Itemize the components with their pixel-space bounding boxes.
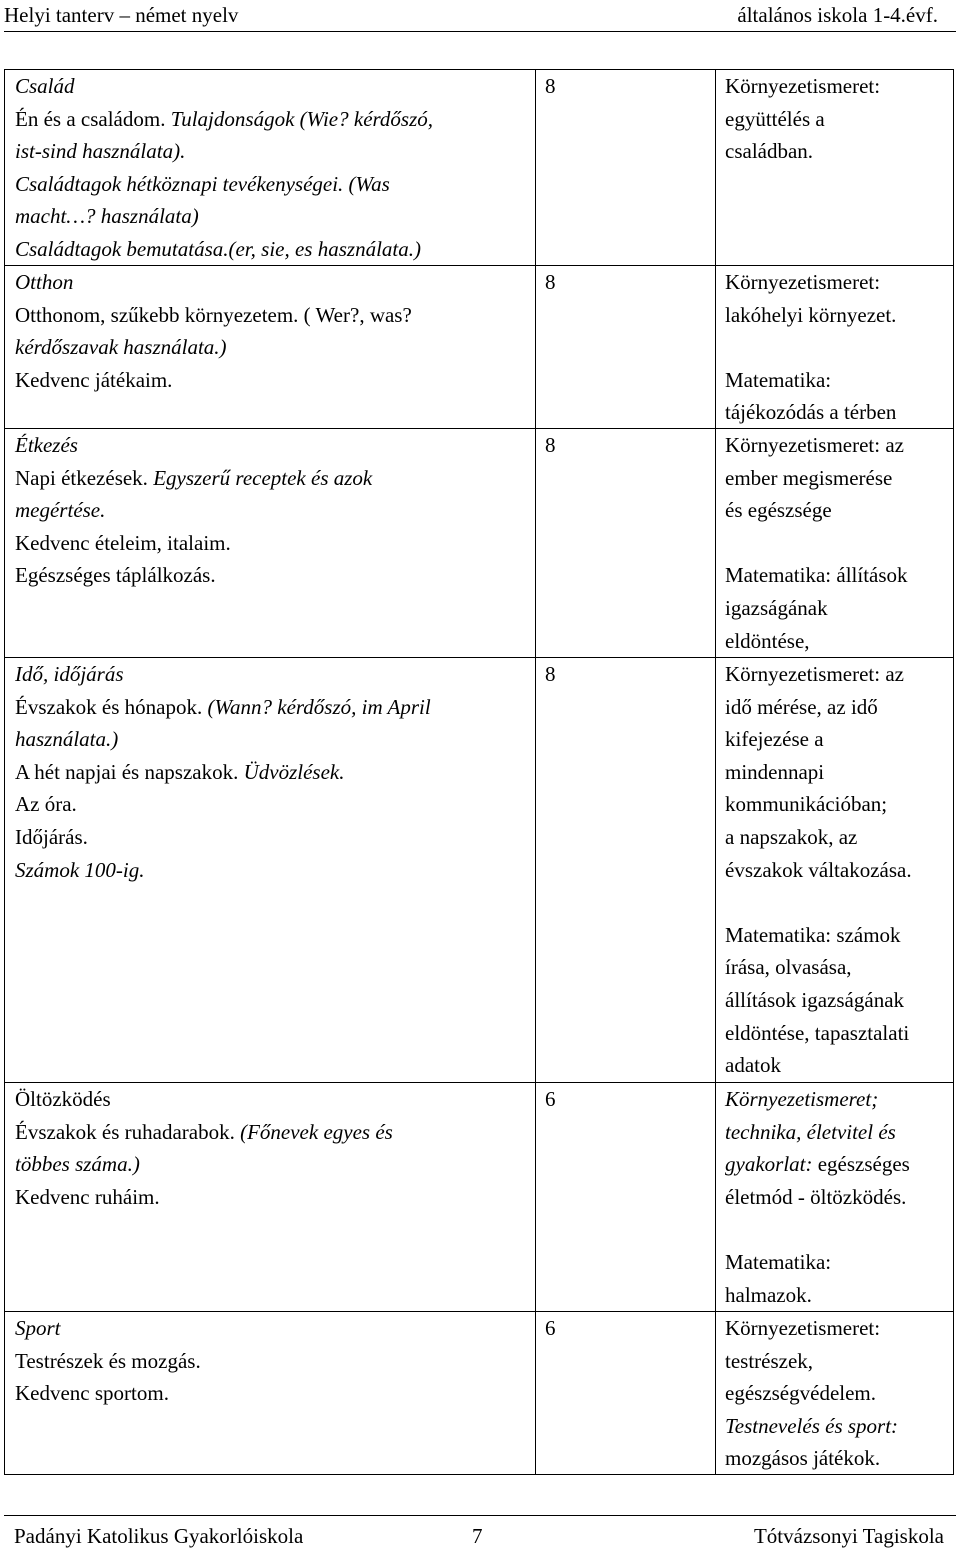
- link-line: életmód - öltözködés.: [725, 1184, 907, 1209]
- hours-cell: 8: [545, 270, 556, 294]
- link-line: mozgásos játékok.: [725, 1446, 881, 1471]
- topic-line: ist-sind használata).: [15, 139, 186, 164]
- link-subject: Testnevelés és sport:: [725, 1413, 899, 1438]
- link-subject: Környezetismeret:: [725, 270, 881, 294]
- topic-line: Évszakok és hónapok. (Wann? kérdőszó, im April: [15, 694, 431, 719]
- links-cell: [725, 1083, 910, 1311]
- link-subject: Környezetismeret;: [725, 1087, 879, 1111]
- link-line: kommunikációban;: [725, 792, 888, 817]
- links-cell: [725, 658, 912, 1082]
- link-line: gyakorlat: egészséges: [725, 1152, 910, 1177]
- link-spacer: [725, 1213, 910, 1246]
- link-spacer: [725, 331, 896, 364]
- curriculum-table: [4, 69, 954, 1475]
- topic-line: A hét napjai és napszakok. Üdvözlések.: [15, 759, 345, 784]
- topic-line: kérdőszavak használata.): [15, 335, 227, 360]
- topic-cell: [15, 658, 431, 886]
- topic-title: Öltözködés: [15, 1087, 111, 1111]
- topic-cell: [15, 70, 433, 266]
- topic-line: Napi étkezések. Egyszerű receptek és azok: [15, 465, 373, 490]
- topic-title: Idő, időjárás: [15, 662, 124, 686]
- link-line: eldöntése, tapasztalati: [725, 1020, 910, 1045]
- link-line: családban.: [725, 139, 814, 164]
- link-subject: Környezetismeret: az: [725, 433, 904, 457]
- link-subject: Környezetismeret: az: [725, 662, 904, 686]
- link-line: lakóhelyi környezet.: [725, 302, 897, 327]
- footer-school: Padányi Katolikus Gyakorlóiskola: [14, 1524, 304, 1548]
- topic-line: macht…? használata): [15, 204, 199, 229]
- header-title: Helyi tanterv – német nyelv: [4, 3, 239, 27]
- footer-rule: [4, 1515, 956, 1516]
- topic-line: Kedvenc ételeim, italaim.: [15, 530, 231, 555]
- topic-cell: [15, 266, 412, 396]
- topic-line: Családtagok hétköznapi tevékenységei. (Was: [15, 171, 390, 196]
- links-cell: [725, 1312, 898, 1475]
- link-line: tájékozódás a térben: [725, 400, 897, 425]
- topic-line: használata.): [15, 727, 119, 752]
- topic-line: többes száma.): [15, 1152, 140, 1177]
- link-line: adatok: [725, 1053, 781, 1078]
- topic-line: Otthonom, szűkebb környezetem. ( Wer?, was?: [15, 302, 412, 327]
- link-line: halmazok.: [725, 1282, 812, 1307]
- link-line: együttélés a: [725, 106, 825, 131]
- hours-cell: 6: [545, 1316, 556, 1340]
- topic-cell: [15, 1312, 201, 1410]
- link-line: igazságának: [725, 595, 828, 620]
- link-spacer: [725, 886, 912, 919]
- hours-cell: 8: [545, 662, 556, 686]
- link-line: mindennapi: [725, 759, 825, 784]
- link-line: kifejezése a: [725, 727, 824, 752]
- column-divider: [535, 70, 536, 1474]
- link-subject: Környezetismeret:: [725, 1316, 881, 1340]
- hours-cell: 6: [545, 1087, 556, 1111]
- link-subject: Környezetismeret:: [725, 74, 881, 98]
- links-cell: [725, 266, 896, 429]
- topic-cell: [15, 1083, 393, 1213]
- topic-line: megértése.: [15, 498, 106, 523]
- hours-cell: 8: [545, 74, 556, 98]
- topic-line: Kedvenc sportom.: [15, 1381, 169, 1406]
- page-number: 7: [472, 1524, 483, 1548]
- link-line: évszakok váltakozása.: [725, 857, 912, 882]
- topic-line: Kedvenc ruháim.: [15, 1184, 160, 1209]
- topic-cell: [15, 429, 372, 592]
- header-subtitle: általános iskola 1-4.évf.: [737, 3, 938, 27]
- topic-title: Otthon: [15, 270, 74, 294]
- link-subject: Matematika: állítások: [725, 563, 908, 588]
- link-line: írása, olvasása,: [725, 955, 852, 980]
- links-cell: [725, 70, 880, 168]
- link-line: technika, életvitel és: [725, 1119, 896, 1144]
- header-rule: [4, 31, 956, 32]
- topic-title: Család: [15, 74, 75, 98]
- link-line: testrészek,: [725, 1348, 814, 1373]
- topic-line: Én és a családom. Tulajdonságok (Wie? kérdőszó,: [15, 106, 433, 131]
- footer-branch: Tótvázsonyi Tagiskola: [753, 1524, 944, 1548]
- topic-title: Étkezés: [15, 433, 78, 457]
- page-header: [0, 0, 960, 34]
- link-line: a napszakok, az: [725, 824, 858, 849]
- link-subject: Matematika:: [725, 1249, 832, 1274]
- topic-line: Kedvenc játékaim.: [15, 367, 173, 392]
- topic-line: Számok 100-ig.: [15, 857, 145, 882]
- topic-line: Testrészek és mozgás.: [15, 1348, 201, 1373]
- topic-line: Időjárás.: [15, 824, 88, 849]
- column-divider: [715, 70, 716, 1474]
- topic-line: Évszakok és ruhadarabok. (Főnevek egyes és: [15, 1119, 393, 1144]
- link-line: és egészsége: [725, 498, 832, 523]
- links-cell: [725, 429, 908, 657]
- link-line: egészségvédelem.: [725, 1381, 877, 1406]
- hours-cell: 8: [545, 433, 556, 457]
- link-line: idő mérése, az idő: [725, 694, 878, 719]
- topic-line: Egészséges táplálkozás.: [15, 563, 216, 588]
- topic-line: Családtagok bemutatása.(er, sie, es használata.): [15, 236, 421, 261]
- topic-title: Sport: [15, 1316, 61, 1340]
- topic-line: Az óra.: [15, 792, 77, 817]
- link-line: ember megismerése: [725, 465, 893, 490]
- link-line: eldöntése,: [725, 628, 810, 653]
- link-subject: Matematika: számok: [725, 922, 901, 947]
- link-line: állítások igazságának: [725, 987, 905, 1012]
- link-spacer: [725, 527, 908, 560]
- link-subject: Matematika:: [725, 367, 832, 392]
